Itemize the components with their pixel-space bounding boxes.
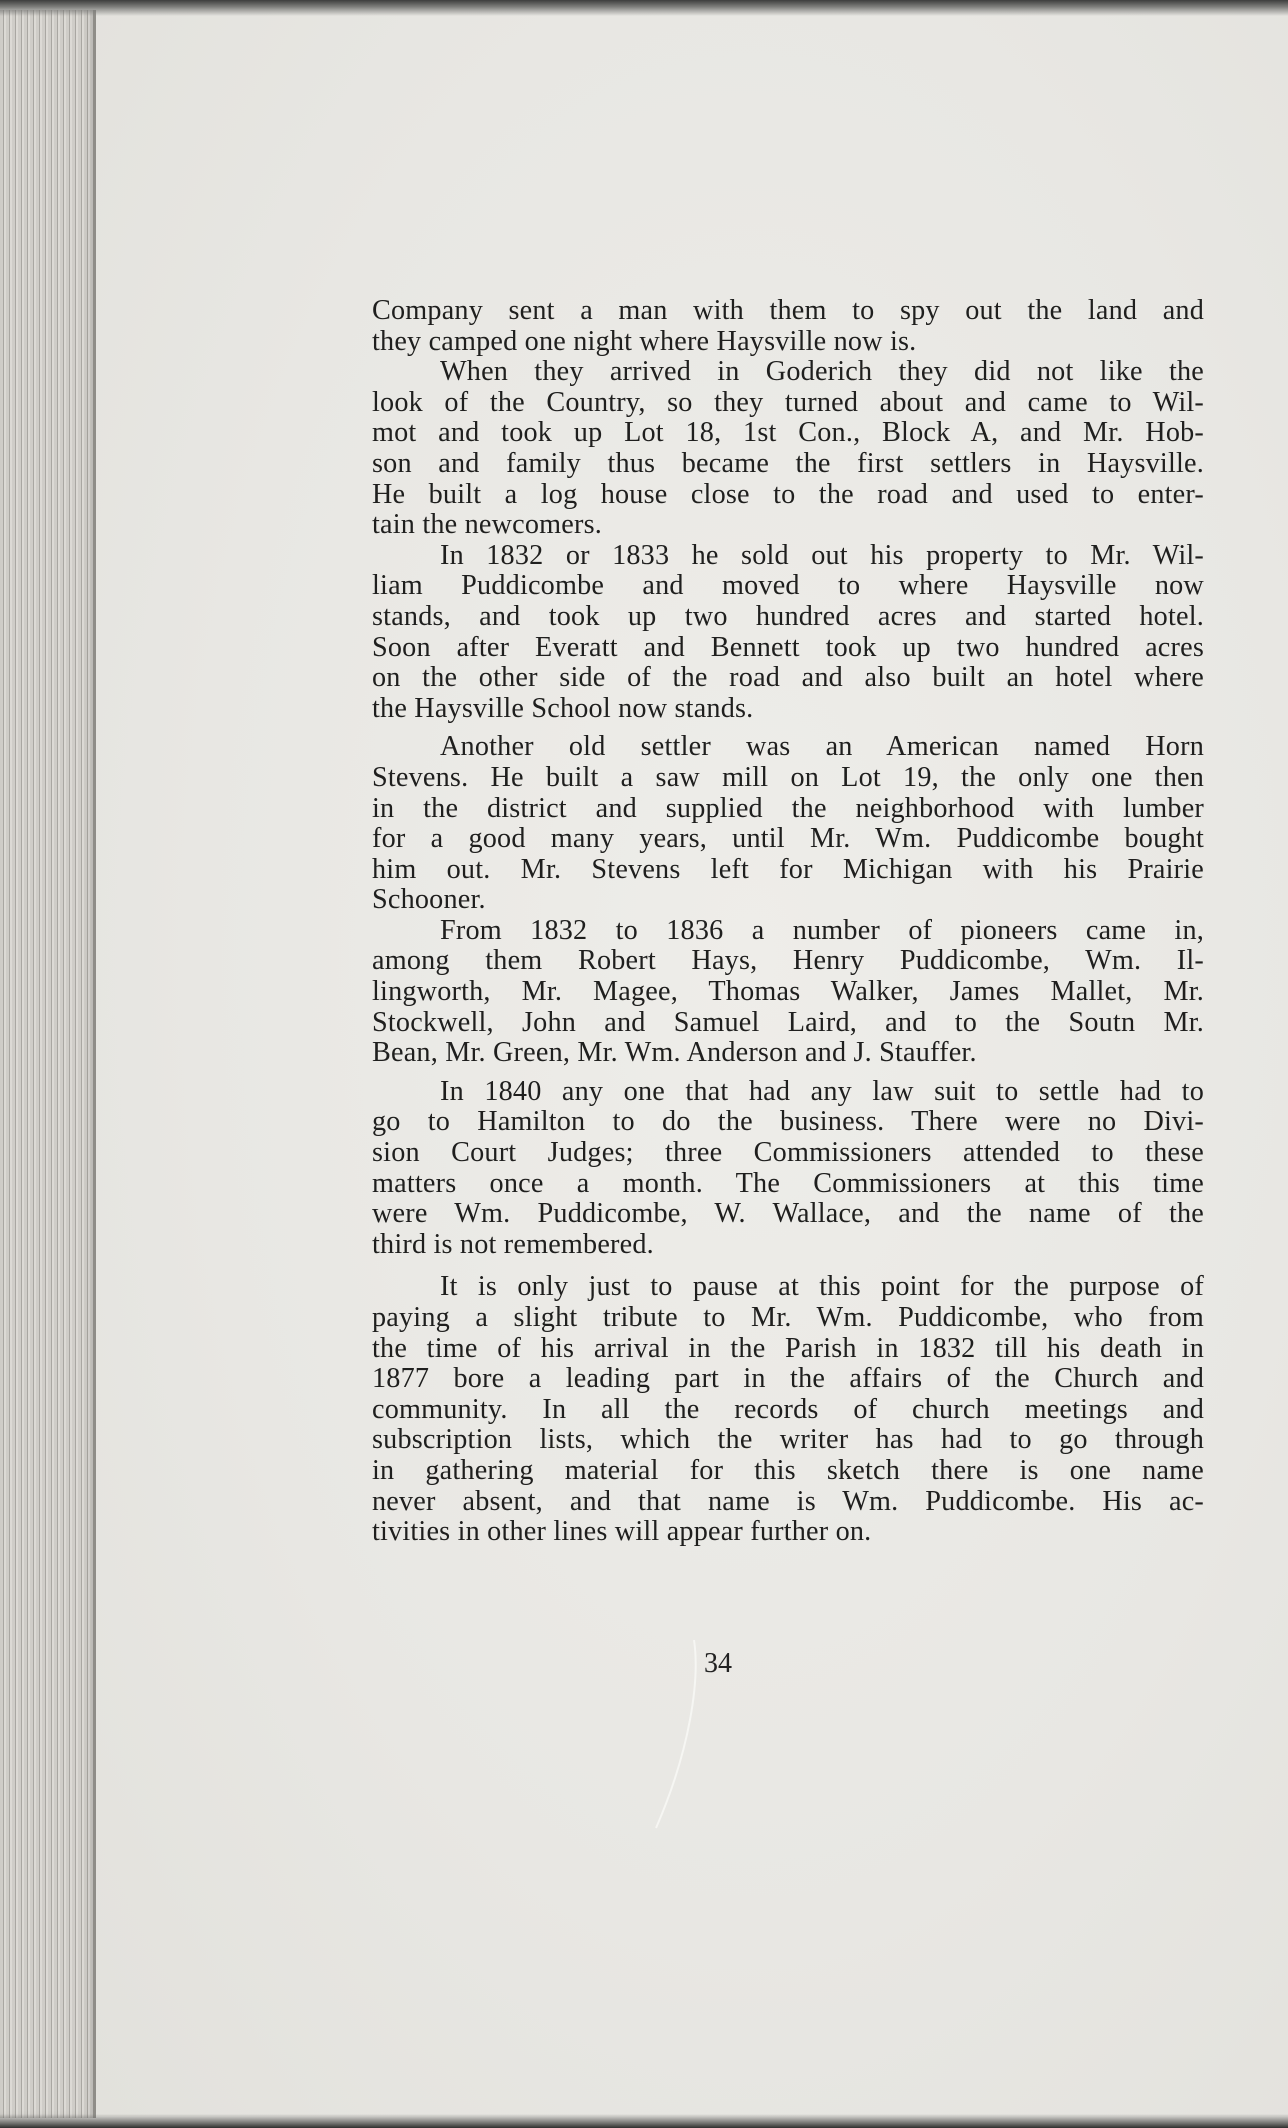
text-line: Stevens. He built a saw mill on Lot 19, the only one then [372,761,1204,793]
text-line: When they arrived in Goderich they did not like the [440,356,1204,388]
book-page-edges [0,10,96,2118]
text-line: tivities in other lines will appear further on. [372,1516,872,1548]
paragraph-5 [372,916,1204,1069]
text-line: sion Court Judges; three Commissioners attended to these [372,1137,1204,1169]
text-line: It is only just to pause at this point for the purpose of [440,1271,1204,1303]
text-line: never absent, and that name is Wm. Puddicombe. His ac- [372,1485,1204,1517]
top-scan-shadow [0,0,1288,16]
text-line: in gathering material for this sketch there is one name [372,1454,1204,1486]
text-line: paying a slight tribute to Mr. Wm. Puddicombe, who from [372,1302,1204,1333]
text-line: they camped one night where Haysville now is. [372,325,917,357]
text-line: tain the newcomers. [372,509,603,541]
text-line: Soon after Everatt and Bennett took up two hundred acres [372,631,1204,663]
text-line: go to Hamilton to do the business. There were no Divi- [372,1106,1204,1138]
text-line: for a good many years, until Mr. Wm. Puddicombe bought [372,823,1204,855]
text-line: In 1840 any one that had any law suit to settle had to [440,1075,1204,1107]
text-line: look of the Country, so they turned about and came to Wil- [372,386,1204,418]
text-line: He built a log house close to the road and used to enter- [372,478,1204,510]
text-line: liam Puddicombe and moved to where Haysville now [372,570,1204,602]
bottom-scan-shadow [0,2114,1288,2128]
text-line: Another old settler was an American named Horn [440,731,1204,763]
text-line: lingworth, Mr. Magee, Thomas Walker, James Mallet, Mr. [372,976,1204,1008]
text-line: From 1832 to 1836 a number of pioneers came in, [440,914,1204,946]
paragraph-2 [372,357,1204,541]
paragraph-3 [372,541,1204,725]
paragraph-7 [372,1272,1204,1547]
text-line: stands, and took up two hundred acres and started hotel. [372,600,1204,632]
text-line: mot and took up Lot 18, 1st Con., Block A, and Mr. Hob- [372,417,1204,449]
paragraph-1 [372,296,1204,357]
text-line: were Wm. Puddicombe, W. Wallace, and the name of the [372,1198,1204,1230]
text-line: community. In all the records of church meetings and [372,1393,1204,1425]
paragraph-6 [372,1077,1204,1261]
text-line: subscription lists, which the writer has had to go through [372,1424,1204,1456]
text-line: son and family thus became the first settlers in Haysville. [372,447,1204,479]
text-line: him out. Mr. Stevens left for Michigan with his Prairie [372,853,1204,885]
text-line: the time of his arrival in the Parish in 1832 till his death in [372,1332,1204,1364]
text-line: Stockwell, John and Samuel Laird, and to the Soutn Mr. [372,1006,1204,1038]
text-line: third is not remembered. [372,1228,654,1260]
text-line: the Haysville School now stands. [372,692,754,724]
text-line: Bean, Mr. Green, Mr. Wm. Anderson and J. Stauffer. [372,1037,977,1069]
text-line: In 1832 or 1833 he sold out his property to Mr. Wil- [440,539,1204,571]
text-line: in the district and supplied the neighborhood with lumber [372,792,1204,824]
text-line: matters once a month. The Commissioners at this time [372,1167,1204,1199]
text-line: Schooner. [372,884,486,916]
text-line: among them Robert Hays, Henry Puddicombe, Wm. Il- [372,945,1204,977]
paragraph-4 [372,732,1204,916]
text-line: Company sent a man with them to spy out the land and [372,295,1204,326]
text-line: on the other side of the road and also built an hotel where [372,662,1204,694]
body-text [372,296,1204,1548]
page-number: 34 [704,1648,732,1679]
text-line: 1877 bore a leading part in the affairs of the Church and [372,1363,1204,1395]
